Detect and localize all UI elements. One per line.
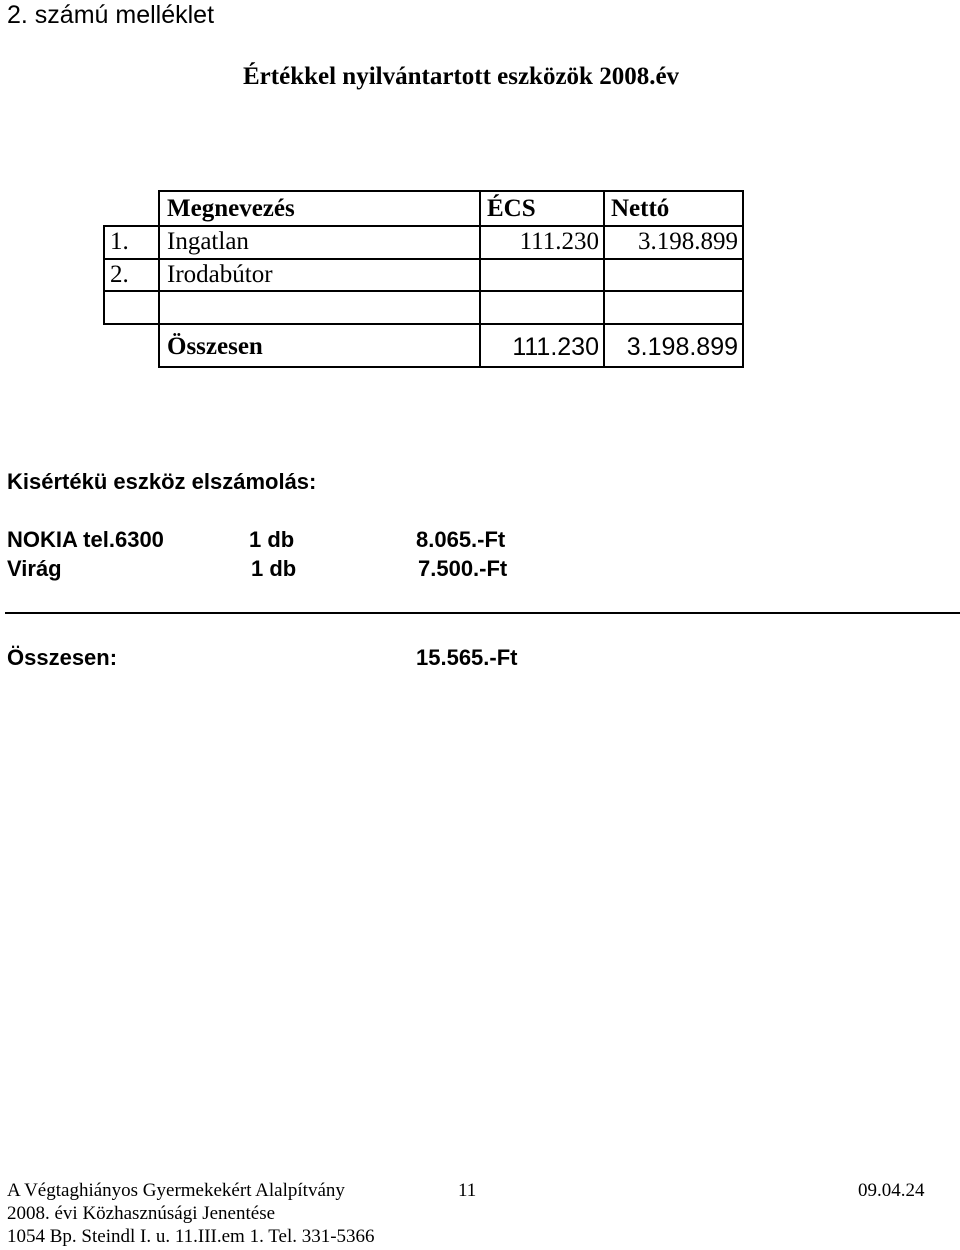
item-quantity: 1 db bbox=[249, 527, 295, 552]
total-label: Összesen bbox=[167, 333, 263, 360]
item-quantity: 1 db bbox=[251, 556, 297, 581]
row-ecs: 111.230 bbox=[519, 228, 599, 255]
section-divider bbox=[5, 612, 960, 614]
row-number: 2. bbox=[110, 261, 129, 288]
row-name: Irodabútor bbox=[167, 261, 273, 288]
item-name: Virág bbox=[7, 556, 62, 581]
item-name: NOKIA tel.6300 bbox=[7, 527, 164, 552]
document-title: Értékkel nyilvántartott eszközök 2008.év bbox=[243, 63, 680, 90]
total-ecs: 111.230 bbox=[512, 333, 599, 361]
footer-page-number: 11 bbox=[458, 1180, 477, 1201]
row-name: Ingatlan bbox=[167, 228, 249, 255]
item-amount: 7.500.-Ft bbox=[418, 556, 508, 581]
item-amount: 8.065.-Ft bbox=[416, 527, 506, 552]
column-header-name: Megnevezés bbox=[167, 195, 295, 222]
column-header-ecs: ÉCS bbox=[487, 195, 536, 222]
small-assets-heading: Kisértékü eszköz elszámolás: bbox=[7, 469, 317, 494]
footer-organization: A Végtaghiányos Gyermekekért Alalpítvány bbox=[7, 1180, 345, 1201]
column-header-netto: Nettó bbox=[611, 195, 670, 222]
footer-date: 09.04.24 bbox=[858, 1180, 925, 1201]
small-assets-total-label: Összesen: bbox=[7, 645, 118, 670]
footer-address: 1054 Bp. Steindl I. u. 11.III.em 1. Tel. 331-5366 bbox=[7, 1226, 375, 1247]
row-netto: 3.198.899 bbox=[638, 228, 738, 255]
total-netto: 3.198.899 bbox=[626, 333, 738, 361]
footer-report-title: 2008. évi Közhasznúsági Jenentése bbox=[7, 1203, 276, 1224]
row-number: 1. bbox=[110, 228, 129, 255]
annex-label: 2. számú melléklet bbox=[7, 1, 215, 29]
small-assets-total-amount: 15.565.-Ft bbox=[416, 645, 518, 670]
